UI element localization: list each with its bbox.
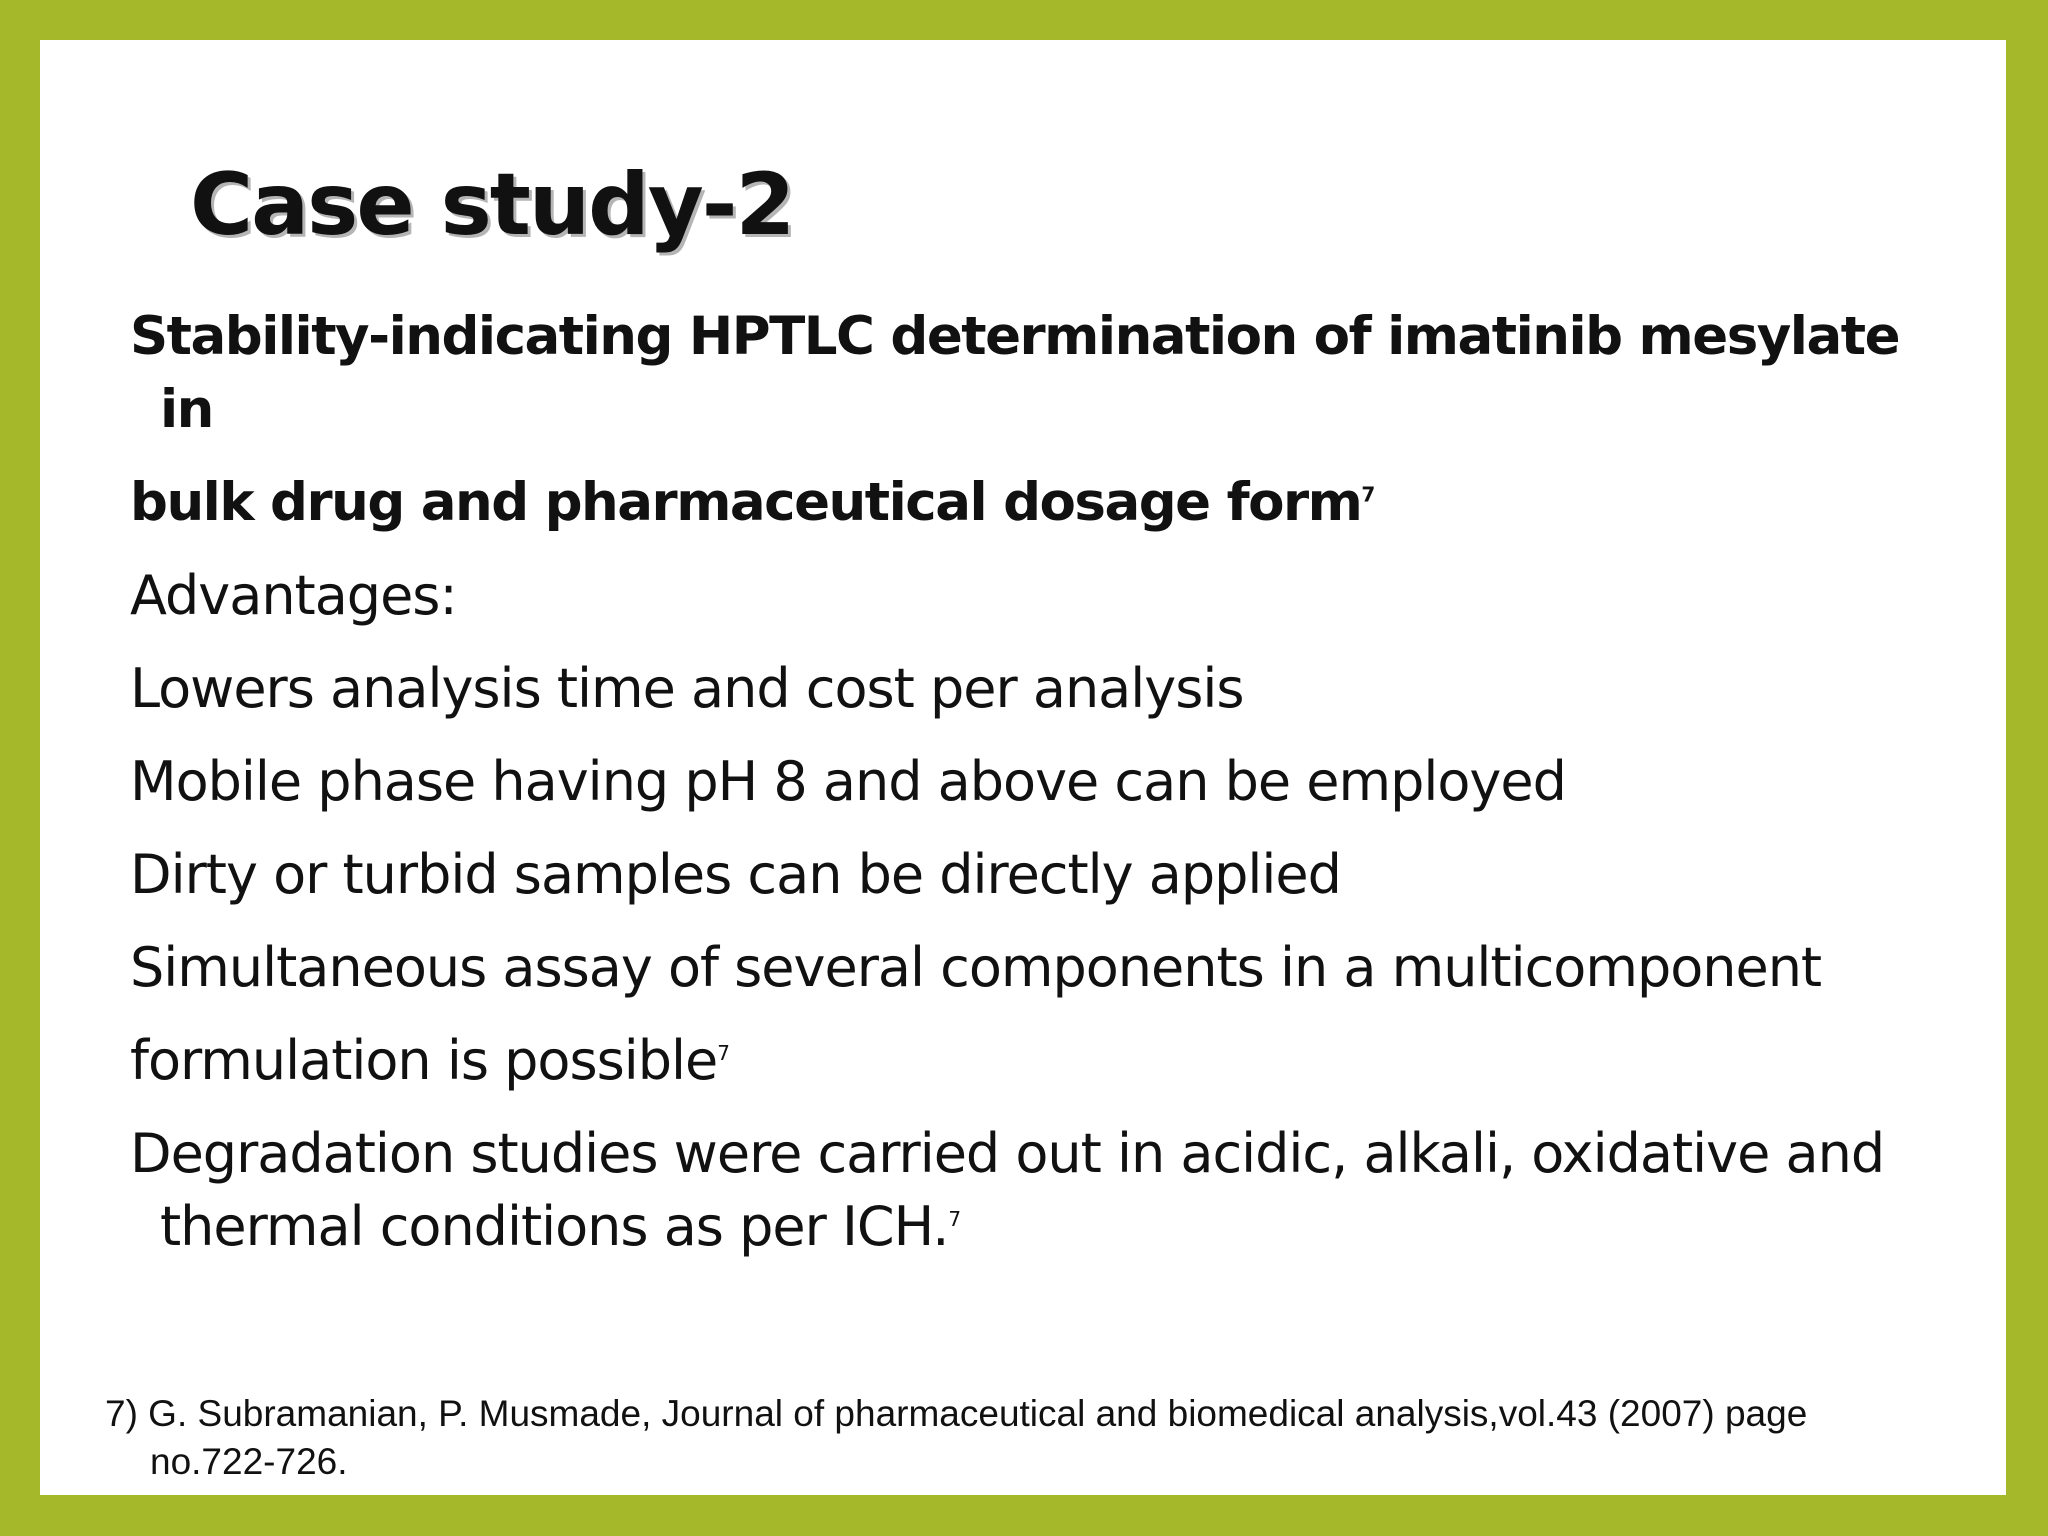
heading-line-1: Stability-indicating HPTLC determination of imatinib mesylate in <box>130 306 1900 440</box>
formulation-text: formulation is possible <box>130 1029 718 1092</box>
degradation-reference: 7 <box>948 1207 962 1231</box>
slide <box>40 40 2006 1495</box>
advantage-item-3: Dirty or turbid samples can be directly applied <box>130 843 1341 906</box>
heading-line-2 <box>130 466 1960 539</box>
advantage-item-2: Mobile phase having pH 8 and above can be employed <box>130 750 1566 813</box>
footnote: 7) G. Subramanian, P. Musmade, Journal of pharmaceutical and biomedical analysis,vol.43 (2007) page no.722-726. <box>105 1393 1808 1482</box>
advantage-item-4: Simultaneous assay of several components in a multicomponent <box>130 936 1822 999</box>
slide-title: Case study-2 <box>190 155 794 255</box>
advantage-item-1: Lowers analysis time and cost per analysis <box>130 657 1244 720</box>
degradation-line <box>130 1117 1960 1263</box>
heading-reference: 7 <box>1361 482 1376 507</box>
heading-line-2-text: bulk drug and pharmaceutical dosage form <box>130 472 1362 533</box>
advantages-label: Advantages: <box>130 564 457 627</box>
formulation-line <box>130 1024 1960 1097</box>
slide-body <box>130 300 1960 1283</box>
formulation-reference: 7 <box>717 1041 730 1065</box>
degradation-text: Degradation studies were carried out in acidic, alkali, oxidative and thermal conditions as per ICH. <box>130 1122 1885 1258</box>
